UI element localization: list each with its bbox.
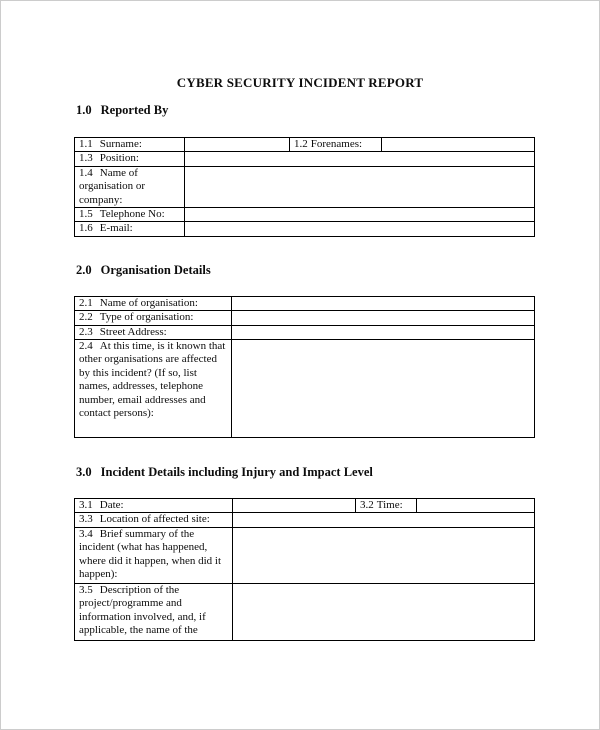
table-row	[75, 138, 535, 152]
section-number: 2.0	[76, 262, 92, 277]
email-input-cell[interactable]	[185, 222, 535, 236]
section-heading-incident-details	[76, 465, 599, 480]
table-row	[75, 499, 535, 513]
table-row	[75, 325, 535, 339]
document-title: CYBER SECURITY INCIDENT REPORT	[176, 75, 424, 90]
section-heading-organisation-details	[76, 263, 599, 278]
time-label: 3.2 Time:	[356, 499, 417, 513]
table-row	[75, 311, 535, 325]
telephone-label: 1.5 Telephone No:	[75, 208, 185, 222]
org-name-input-cell[interactable]	[232, 296, 535, 310]
date-input-cell[interactable]	[233, 499, 356, 513]
street-address-label: 2.3 Street Address:	[75, 325, 232, 339]
section-title: Organisation Details	[100, 262, 211, 277]
table-row	[75, 166, 535, 207]
section-heading-reported-by	[76, 103, 599, 118]
table-row	[75, 583, 535, 640]
forenames-input-cell[interactable]	[382, 138, 535, 152]
position-label: 1.3 Position:	[75, 152, 185, 166]
others-affected-label: 2.4 At this time, is it known that other organisations are affected by this incident? (If so, list names, addresses, telephone number, email addresses and contact persons):	[75, 340, 232, 438]
section-title: Reported By	[100, 103, 169, 117]
street-address-input-cell[interactable]	[232, 325, 535, 339]
telephone-input-cell[interactable]	[185, 208, 535, 222]
org-type-input-cell[interactable]	[232, 311, 535, 325]
others-affected-input-cell[interactable]	[232, 340, 535, 438]
summary-input-cell[interactable]	[233, 527, 535, 583]
email-label: 1.6 E-mail:	[75, 222, 185, 236]
table-row	[75, 152, 535, 166]
date-label: 3.1 Date:	[75, 499, 233, 513]
description-input-cell[interactable]	[233, 583, 535, 640]
org-type-label: 2.2 Type of organisation:	[75, 311, 232, 325]
table-row	[75, 296, 535, 310]
incident-details-table	[74, 498, 535, 641]
table-row	[75, 340, 535, 438]
surname-label: 1.1 Surname:	[75, 138, 185, 152]
organisation-details-table	[74, 296, 535, 438]
position-input-cell[interactable]	[185, 152, 535, 166]
section-title: Incident Details including Injury and Impact Level	[100, 465, 373, 480]
organisation-label: 1.4 Name of organisation or company:	[75, 166, 185, 207]
surname-input-cell[interactable]	[185, 138, 290, 152]
section-number: 1.0	[76, 103, 92, 117]
table-row	[75, 208, 535, 222]
reported-by-table	[74, 137, 535, 237]
summary-label: 3.4 Brief summary of the incident (what has happened, where did it happen, when did it happen):	[75, 527, 233, 583]
forenames-label: 1.2 Forenames:	[290, 138, 382, 152]
org-name-label: 2.1 Name of organisation:	[75, 296, 232, 310]
location-input-cell[interactable]	[233, 513, 535, 527]
table-row	[75, 527, 535, 583]
table-row	[75, 222, 535, 236]
table-row	[75, 513, 535, 527]
organisation-input-cell[interactable]	[185, 166, 535, 207]
location-label: 3.3 Location of affected site:	[75, 513, 233, 527]
description-label: 3.5 Description of the project/programme and information involved, and, if applicable, the name of the	[75, 583, 233, 640]
time-input-cell[interactable]	[417, 499, 535, 513]
section-number: 3.0	[76, 465, 92, 480]
